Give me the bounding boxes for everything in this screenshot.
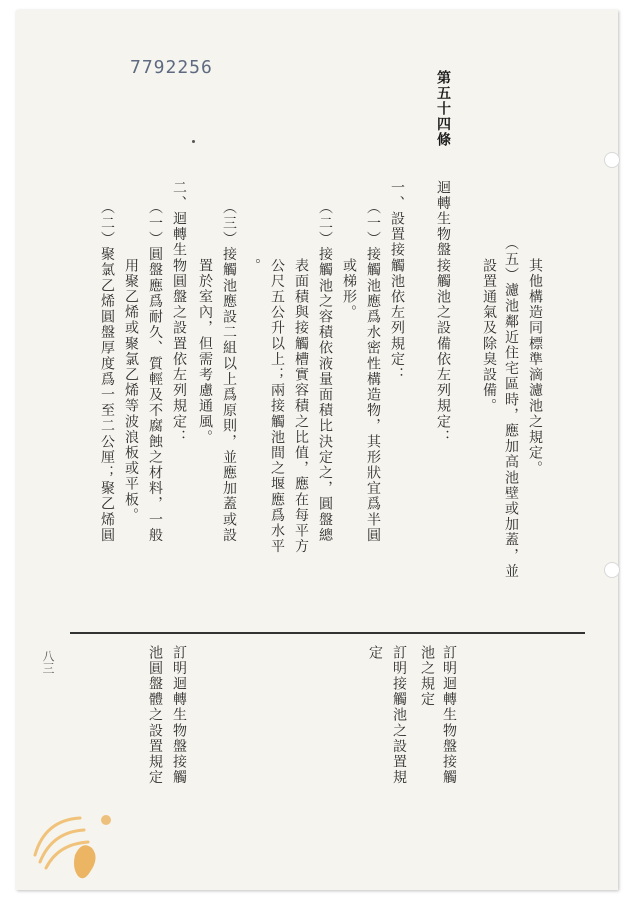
punch-hole-top	[604, 152, 620, 168]
text-column: （二）接觸池之容積依液量面積比決定之，圓盤總	[317, 200, 333, 544]
text-column: 其他構造同標準滴濾池之規定。	[527, 258, 543, 477]
article-title: 第五十四條	[435, 70, 451, 148]
text-column: 設置通氣及除臭設備。	[481, 258, 497, 414]
text-column: 一、設置接觸池依左列規定：	[389, 180, 405, 383]
margin-note: 池之規定	[419, 645, 435, 708]
margin-note: 訂明接觸池之設置規	[391, 645, 407, 786]
text-column: （一）圓盤應爲耐久、質輕及不腐蝕之材料，一般	[147, 200, 163, 544]
text-column: 迴轉生物盤接觸池之設備依左列規定：	[435, 180, 451, 446]
text-column: 公尺五公升以上；兩接觸池間之堰應爲水平	[269, 258, 285, 555]
text-column: 用聚乙烯或聚氯乙烯等波浪板或平板。	[123, 258, 139, 524]
serial-number: 7792256	[130, 57, 213, 78]
margin-note: 池圓盤體之設置規定	[147, 645, 163, 786]
text-column: 表面積與接觸槽實容積之比值，應在每平方	[293, 258, 309, 555]
page-number: 八三	[41, 650, 55, 674]
margin-note: 定	[367, 645, 383, 661]
margin-note: 訂明迴轉生物盤接觸	[171, 645, 187, 786]
text-column: 二、迴轉生物圓盤之設置依左列規定：	[171, 180, 187, 446]
archive-logo-icon	[20, 800, 120, 890]
text-column: （一）接觸池應爲水密性構造物，其形狀宜爲半圓	[365, 200, 381, 544]
text-column: 置於室內，但需考慮通風。	[197, 258, 213, 446]
text-column: （二）聚氯乙烯圓盤厚度爲一至二公厘；聚乙烯圓	[99, 200, 115, 544]
margin-note: 訂明迴轉生物盤接觸	[441, 645, 457, 786]
text-column: （五）濾池鄰近住宅區時，應加高池壁或加蓋，並	[503, 236, 519, 580]
divider-line	[70, 632, 585, 634]
ink-dot	[192, 140, 195, 143]
text-column: 。	[245, 258, 261, 274]
text-column: （三）接觸池應設二組以上爲原則，並應加蓋或設	[221, 200, 237, 544]
punch-hole-bottom	[604, 562, 620, 578]
text-column: 或梯形。	[341, 258, 357, 321]
